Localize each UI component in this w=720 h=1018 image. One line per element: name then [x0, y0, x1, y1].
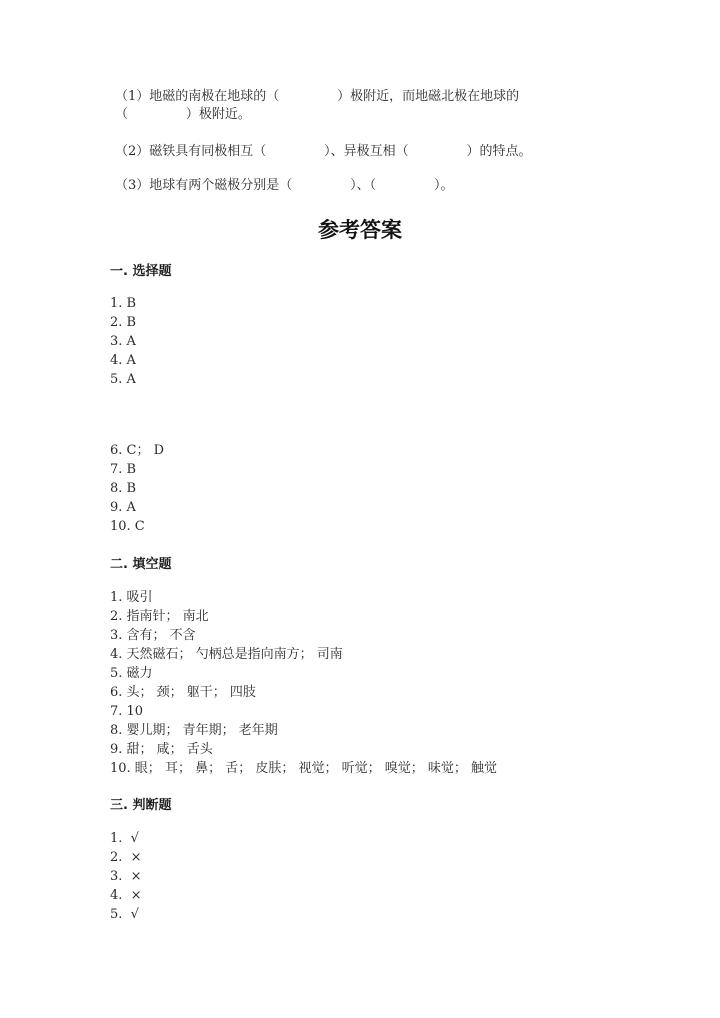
answer-item: 5. √	[110, 907, 139, 922]
answer-item: 4. 天然磁石； 勺柄总是指向南方； 司南	[110, 647, 343, 662]
question-3: （3）地球有两个磁极分别是（ ）、（ ）。	[115, 178, 454, 193]
answer-item: 3. A	[110, 334, 136, 349]
question-1-line-1: （1）地磁的南极在地球的（ ）极附近，而地磁北极在地球的	[115, 89, 520, 104]
answer-item: 6. C； D	[110, 443, 165, 458]
answer-item: 9. 甜； 咸； 舌头	[110, 742, 213, 757]
question-1-line-2: （ ）极附近。	[115, 107, 251, 122]
true-false-answers	[110, 829, 142, 924]
answer-item: 2. B	[110, 315, 137, 330]
choice-answers-group-2	[110, 441, 164, 536]
answer-item: 5. 磁力	[110, 666, 153, 681]
section-heading-choice: 一. 选择题	[110, 264, 172, 279]
answer-item: 7. B	[110, 462, 137, 477]
answer-item: 8. 婴儿期； 青年期； 老年期	[110, 723, 278, 738]
answer-item: 4. ×	[110, 888, 142, 903]
answer-item: 9. A	[110, 500, 136, 515]
answer-item: 8. B	[110, 481, 137, 496]
answer-item: 3. ×	[110, 869, 142, 884]
answer-item: 5. A	[110, 372, 136, 387]
section-heading-fill-blank: 二. 填空题	[110, 557, 172, 572]
answer-key-title: 参考答案	[318, 218, 402, 242]
answer-item: 6. 头； 颈； 躯干； 四肢	[110, 685, 256, 700]
question-2: （2）磁铁具有同极相互（ ）、异极互相（ ）的特点。	[115, 144, 532, 159]
fill-blank-answers	[110, 588, 497, 778]
answer-item: 3. 含有； 不含	[110, 628, 196, 643]
answer-item: 4. A	[110, 353, 136, 368]
section-heading-true-false: 三. 判断题	[110, 798, 172, 813]
answer-item: 10. C	[110, 519, 145, 534]
choice-answers-group-1	[110, 294, 136, 389]
answer-item: 10. 眼； 耳； 鼻； 舌； 皮肤； 视觉； 听觉； 嗅觉； 味觉； 触觉	[110, 761, 497, 776]
answer-item: 2. ×	[110, 850, 142, 865]
answer-item: 1. 吸引	[110, 590, 153, 605]
answer-item: 1. B	[110, 296, 137, 311]
answer-item: 7. 10	[110, 704, 144, 719]
answer-item: 2. 指南针； 南北	[110, 609, 209, 624]
answer-item: 1. √	[110, 831, 139, 846]
